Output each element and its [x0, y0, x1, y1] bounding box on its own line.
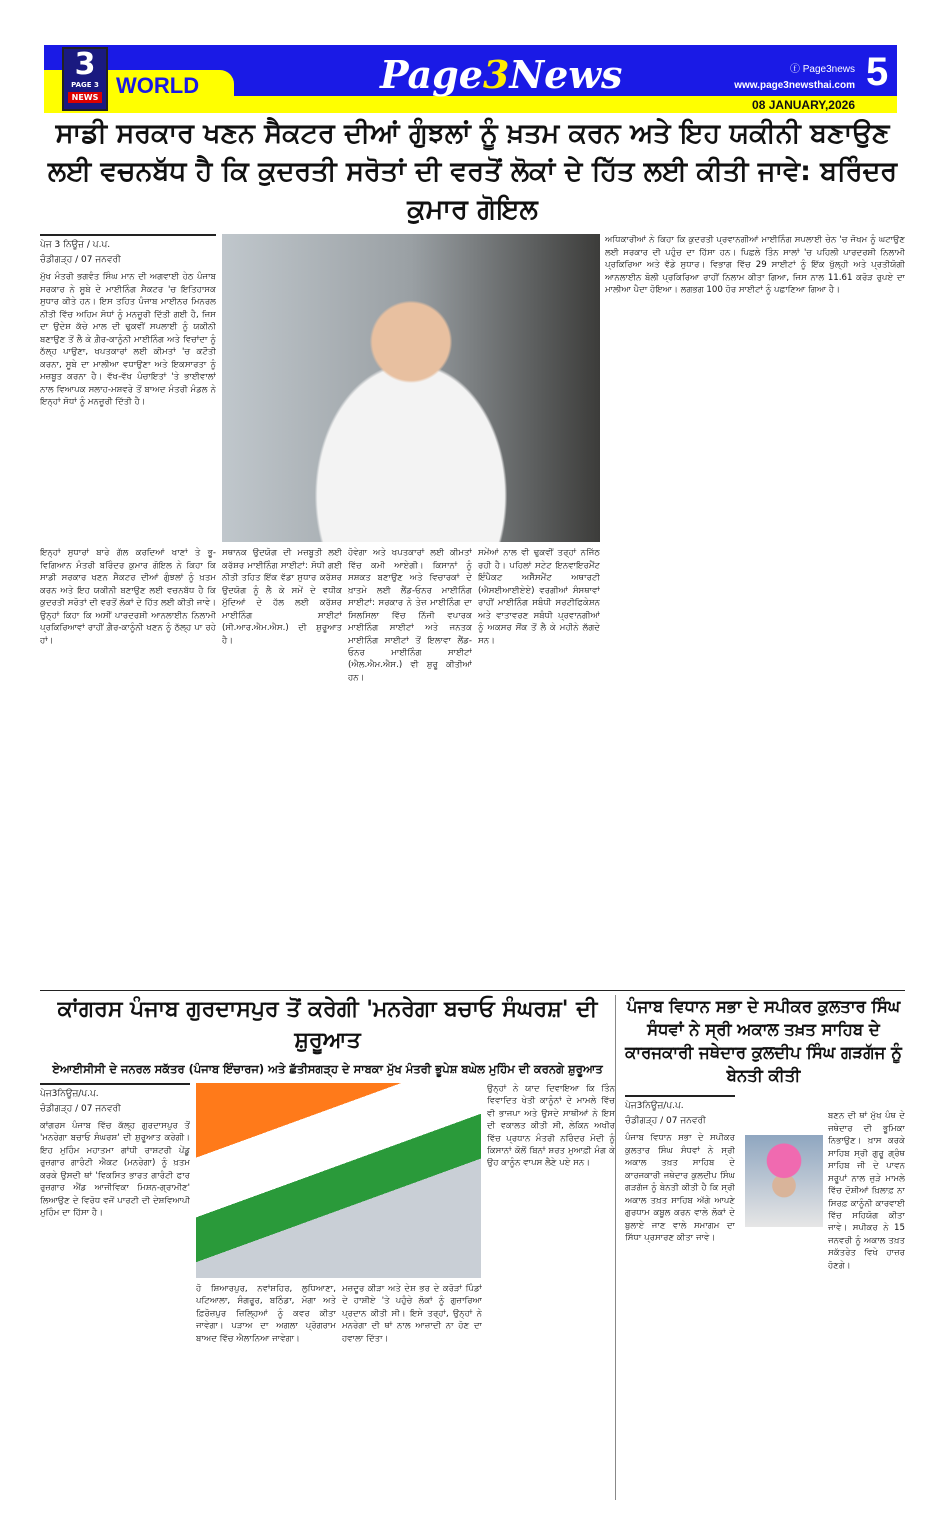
brand-part: News — [509, 52, 623, 97]
congress-paragraph: ਉਨ੍ਹਾਂ ਨੇ ਯਾਦ ਦਿਵਾਇਆ ਕਿ ਤਿੰਨ ਵਿਵਾਦਿਤ ਖੇਤੀ ਕਾਨੂੰਨਾਂ ਦੇ ਮਾਮਲੇ ਵਿੱਚ ਵੀ ਭਾਜਪਾ ਅਤੇ ਉਸਦੇ ਸਾਥੀਆਂ ਨੇ ਇਸ ਦੀ ਵਕਾਲਤ ਕੀਤੀ ਸੀ, ਲੇਕਿਨ ਅਖੀਰ ਵਿੱਚ ਪ੍ਰਧਾਨ ਮੰਤਰੀ ਨਰਿੰਦਰ ਮੋਦੀ ਨੂੰ ਕਿਸਾਨਾਂ ਕੋਲੋਂ ਬਿਨਾਂ ਸ਼ਰਤ ਮੁਆਫ਼ੀ ਮੰਗ ਕੇ ਉਹ ਕਾਨੂੰਨ ਵਾਪਸ ਲੈਣੇ ਪਏ ਸਨ। — [487, 1083, 615, 1169]
congress-headline: ਕਾਂਗਰਸ ਪੰਜਾਬ ਗੁਰਦਾਸਪੁਰ ਤੋਂ ਕਰੇਗੀ 'ਮਨਰੇਗਾ ਬਚਾਓ ਸੰਘਰਸ਼' ਦੀ ਸ਼ੁਰੂਆਤ — [57, 997, 598, 1053]
lead-paragraph: ਹੋਵੇਗਾ ਅਤੇ ਖਪਤਕਾਰਾਂ ਲਈ ਕੀਮਤਾਂ ਵਿੱਚ ਕਮੀ ਆਏਗੀ। ਕਿਸਾਨਾਂ ਨੂੰ ਸਸ਼ਕਤ ਬਣਾਉਣ ਅਤੇ ਵਿਚਾਰਕਾਂ ਦੇ ਖ਼ਾਤਮੇ ਲਈ ਲੈਂਡ-ਓਨਰ ਮਾਈਨਿੰਗ ਸਾਈਟਾਂ: ਸਰਕਾਰ ਨੇ ਤੇਜ਼ ਮਾਈਨਿੰਗ ਦਾ ਸਿਲਸਿਲਾ ਵਿੱਚ ਨਿੱਜੀ ਵਪਾਰਕ ਮਾਈਨਿੰਗ ਸਾਈਟਾਂ ਅਤੇ ਜਨਤਕ ਮਾਈਨਿੰਗ ਸਾਈਟਾਂ ਤੋਂ ਇਲਾਵਾ ਲੈਂਡ-ਓਨਰ ਮਾਈਨਿੰਗ ਸਾਈਟਾਂ (ਐਲ.ਐਮ.ਐਸ.) ਵੀ ਸ਼ੁਰੂ ਕੀਤੀਆਂ ਹਨ। — [348, 548, 472, 683]
vidhan-dateline: ਚੰਡੀਗੜ੍ਹ / 07 ਜਨਵਰੀ — [625, 1116, 706, 1127]
congress-column-3 — [342, 1283, 482, 1508]
lead-column-3 — [222, 547, 342, 997]
congress-subheadline: ਏਆਈਸੀਸੀ ਦੇ ਜਨਰਲ ਸਕੱਤਰ (ਪੰਜਾਬ ਇੰਚਾਰਜ) ਅਤੇ ਛੱਤੀਸਗੜ੍ਹ ਦੇ ਸਾਬਕਾ ਮੁੱਖ ਮੰਤਰੀ ਭੂਪੇਸ਼ ਬਘੇਲ ਮੁਹਿੰਮ ਦੀ ਕਰਨਗੇ ਸ਼ੁਰੂਆਤ — [52, 1061, 603, 1076]
brand-part: 3 — [482, 52, 510, 97]
lead-column-4 — [348, 547, 472, 997]
page3-logo — [62, 47, 108, 111]
congress-flags-photo — [196, 1083, 481, 1278]
vidhan-paragraph: ਬਣਨ ਦੀ ਥਾਂ ਮੁੱਖ ਪੰਥ ਦੇ ਜਥੇਦਾਰ ਦੀ ਭੂਮਿਕਾ ਨਿਭਾਉਣ। ਖ਼ਾਸ ਕਰਕੇ ਸਾਹਿਬ ਸ੍ਰੀ ਗੁਰੂ ਗ੍ਰੰਥ ਸਾਹਿਬ ਜੀ ਦੇ ਪਾਵਨ ਸਰੂਪਾਂ ਨਾਲ ਜੁੜੇ ਮਾਮਲੇ ਵਿੱਚ ਦੋਸ਼ੀਆਂ ਖ਼ਿਲਾਫ਼ ਨਾ ਸਿਰਫ਼ ਕਾਨੂੰਨੀ ਕਾਰਵਾਈ ਵਿੱਚ ਸਹਿਯੋਗ ਕੀਤਾ ਜਾਵੇ। ਸਪੀਕਰ ਨੇ 15 ਜਨਵਰੀ ਨੂੰ ਅਕਾਲ ਤਖ਼ਤ ਸਕੱਤਰੇਤ ਵਿਖੇ ਹਾਜ਼ਰ ਹੋਣਗੇ। — [828, 1111, 905, 1271]
logo-sub: PAGE 3 — [71, 81, 99, 89]
facebook-icon: ⓕ — [789, 64, 803, 75]
facebook-text: Page3news — [802, 64, 855, 75]
congress-column-1 — [40, 1083, 190, 1508]
congress-column-4 — [487, 1083, 615, 1508]
brand-part: Page — [380, 52, 483, 97]
congress-column-2 — [196, 1283, 336, 1508]
lead-column-5 — [478, 547, 600, 997]
page-number: 5 — [866, 50, 889, 94]
congress-source: ਪੇਜ3ਨਿਊਜ਼/ਪ.ਪ. — [40, 1083, 190, 1101]
lead-column-1 — [40, 234, 216, 542]
website-url[interactable]: www.page3newsthai.com — [734, 80, 855, 91]
lead-paragraph: ਮੁੱਖ ਮੰਤਰੀ ਭਗਵੰਤ ਸਿੰਘ ਮਾਨ ਦੀ ਅਗਵਾਈ ਹੇਠ ਪੰਜਾਬ ਸਰਕਾਰ ਨੇ ਸੂਬੇ ਦੇ ਮਾਈਨਿੰਗ ਸੈਕਟਰ 'ਚ ਇਤਿਹਾਸਕ ਸੁਧਾਰ ਕੀਤੇ ਹਨ। ਇਸ ਤਹਿਤ ਪੰਜਾਬ ਮਾਈਨਰ ਮਿਨਰਲ ਨੀਤੀ ਵਿੱਚ ਅਹਿਮ ਸੋਧਾਂ ਨੂੰ ਮਨਜ਼ੂਰੀ ਦਿੱਤੀ ਗਈ ਹੈ, ਜਿਸ ਦਾ ਉਦੇਸ਼ ਕੱਚੇ ਮਾਲ ਦੀ ਢੁਕਵੀਂ ਸਪਲਾਈ ਨੂੰ ਯਕੀਨੀ ਬਣਾਉਣ ਤੋਂ ਲੈ ਕੇ ਗ਼ੈਰ-ਕਾਨੂੰਨੀ ਮਾਈਨਿੰਗ ਅਤੇ ਵਿਚਾਂਦਾ ਨੂੰ ਠੱਲ੍ਹ ਪਾਉਣਾ, ਖਪਤਕਾਰਾਂ ਲਈ ਕੀਮਤਾਂ 'ਚ ਕਟੌਤੀ ਕਰਨਾ, ਸੂਬੇ ਦਾ ਮਾਲੀਆ ਵਧਾਉਣਾ ਅਤੇ ਇਕਸਾਰਤਾ ਨੂੰ ਮਜ਼ਬੂਤ ਕਰਨਾ ਹੈ। ਵੱਖ-ਵੱਖ ਪੰਚਾਇਤਾਂ 'ਤੇ ਭਾਈਵਾਲਾਂ ਨਾਲ ਵਿਆਪਕ ਸਲਾਹ-ਮਸ਼ਵਰੇ ਤੋਂ ਬਾਅਦ ਮੰਤਰੀ ਮੰਡਲ ਨੇ ਇਨ੍ਹਾਂ ਸੋਧਾਂ ਨੂੰ ਮਨਜ਼ੂਰੀ ਦਿੱਤੀ ਹੈ। — [40, 272, 216, 408]
lead-column-right — [605, 234, 905, 997]
newspaper-brand — [380, 52, 622, 97]
lead-source: ਪੇਜ 3 ਨਿਊਜ਼ / ਪ.ਪ. — [40, 234, 216, 252]
section-label: WORLD — [116, 73, 200, 98]
logo-badge: NEWS — [68, 92, 102, 103]
facebook-handle — [760, 64, 855, 76]
lead-paragraph: ਸਮੇਂਆਂ ਨਾਲ ਵੀ ਢੁਕਵੀਂ ਤਰ੍ਹਾਂ ਨਜਿੱਠ ਰਹੀ ਹੈ। ਪਹਿਲਾਂ ਸਟੇਟ ਇਨਵਾਇਰਮੈਂਟ ਇੰਪੈਕਟ ਅਸੈੱਸਮੈਂਟ ਅਥਾਰਟੀ (ਐਸਈਆਈਏਏ) ਵਰਗੀਆਂ ਸੰਸਥਾਵਾਂ ਰਾਹੀਂ ਮਾਈਨਿੰਗ ਸਬੰਧੀ ਸਰਟੀਫਿਕੇਸ਼ਨ ਅਤੇ ਵਾਤਾਵਰਣ ਸਬੰਧੀ ਪ੍ਰਵਾਨਗੀਆਂ ਨੂੰ ਅਕਸਰ ਸੌਂਕ ਤੋਂ ਲੈ ਕੇ ਮਹੀਨੇ ਲੱਗਦੇ ਸਨ। — [478, 548, 600, 646]
congress-dateline: ਚੰਡੀਗੜ੍ਹ / 07 ਜਨਵਰੀ — [40, 1103, 121, 1114]
congress-paragraph: ਮਜ਼ਦੂਰ ਕੀੜਾ ਅਤੇ ਦੇਸ਼ ਭਰ ਦੇ ਕਰੋੜਾਂ ਪਿੰਡਾਂ ਦੇ ਹਾਸ਼ੀਏ 'ਤੇ ਪਹੁੰਚੇ ਲੋਕਾਂ ਨੂੰ ਗੁਜ਼ਾਰਿਆ ਪ੍ਰਦਾਨ ਕੀਤੀ ਸੀ। ਇਸੇ ਤਰ੍ਹਾਂ, ਉਨ੍ਹਾਂ ਨੇ ਮਨਰੇਗਾ ਦੀ ਥਾਂ ਨਾਲ ਆਜ਼ਾਦੀ ਨਾ ਹੋਣ ਦਾ ਹਵਾਲਾ ਦਿੱਤਾ। — [342, 1283, 482, 1344]
vidhan-paragraph: ਪੰਜਾਬ ਵਿਧਾਨ ਸਭਾ ਦੇ ਸਪੀਕਰ ਕੁਲਤਾਰ ਸਿੰਘ ਸੰਧਵਾਂ ਨੇ ਸ੍ਰੀ ਅਕਾਲ ਤਖ਼ਤ ਸਾਹਿਬ ਦੇ ਕਾਰਜਕਾਰੀ ਜਥੇਦਾਰ ਕੁਲਦੀਪ ਸਿੰਘ ਗੜਗੱਜ ਨੂੰ ਬੇਨਤੀ ਕੀਤੀ ਹੈ ਕਿ ਸ੍ਰੀ ਅਕਾਲ ਤਖ਼ਤ ਸਾਹਿਬ ਅੱਗੇ ਆਪਣੇ ਗੁਰਧਾਮ ਕਬੂਲ ਕਰਨ ਵਾਲੇ ਲੋਕਾਂ ਦੇ ਬੁਲਾਏ ਜਾਣ ਵਾਲੇ ਸਮਾਗਮ ਦਾ ਸਿੱਧਾ ਪ੍ਰਸਾਰਣ ਕੀਤਾ ਜਾਵੇ। — [625, 1133, 735, 1244]
vidhan-headline: ਪੰਜਾਬ ਵਿਧਾਨ ਸਭਾ ਦੇ ਸਪੀਕਰ ਕੁਲਤਾਰ ਸਿੰਘ ਸੰਧਵਾਂ ਨੇ ਸ੍ਰੀ ਅਕਾਲ ਤਖ਼ਤ ਸਾਹਿਬ ਦੇ ਕਾਰਜਕਾਰੀ ਜਥੇਦਾਰ ਕੁਲਦੀਪ ਸਿੰਘ ਗੜਗੱਜ ਨੂੰ ਬੇਨਤੀ ਕੀਤੀ — [625, 997, 902, 1086]
lead-paragraph: ਇਨ੍ਹਾਂ ਸੁਧਾਰਾਂ ਬਾਰੇ ਗੱਲ ਕਰਦਿਆਂ ਖਾਣਾਂ ਤੇ ਭੂ-ਵਿਗਿਆਨ ਮੰਤਰੀ ਬਰਿੰਦਰ ਕੁਮਾਰ ਗੋਇਲ ਨੇ ਕਿਹਾ ਕਿ ਸਾਡੀ ਸਰਕਾਰ ਖਣਨ ਸੈਕਟਰ ਦੀਆਂ ਗੁੰਝਲਾਂ ਨੂੰ ਖ਼ਤਮ ਕਰਨ ਅਤੇ ਇਹ ਯਕੀਨੀ ਬਣਾਉਣ ਲਈ ਵਚਨਬੱਧ ਹੈ ਕਿ ਕੁਦਰਤੀ ਸਰੋਤਾਂ ਦੀ ਵਰਤੋਂ ਲੋਕਾਂ ਦੇ ਹਿੱਤ ਲਈ ਕੀਤੀ ਜਾਵੇ। ਉਨ੍ਹਾਂ ਕਿਹਾ ਕਿ ਅਸੀਂ ਪਾਰਦਰਸ਼ੀ ਆਨਲਾਈਨ ਨਿਲਾਮੀ ਪ੍ਰਕਿਰਿਆਵਾਂ ਰਾਹੀਂ ਗ਼ੈਰ-ਕਾਨੂੰਨੀ ਖਣਨ ਨੂੰ ਠੱਲ੍ਹ ਪਾ ਰਹੇ ਹਾਂ। — [40, 548, 216, 646]
lead-story — [40, 115, 905, 997]
section-divider — [40, 990, 905, 991]
lead-paragraph: ਅਧਿਕਾਰੀਆਂ ਨੇ ਕਿਹਾ ਕਿ ਕੁਦਰਤੀ ਪ੍ਰਵਾਨਗੀਆਂ ਮਾਈਨਿੰਗ ਸਪਲਾਈ ਚੇਨ 'ਚ ਜੋਖਮ ਨੂੰ ਘਟਾਉਣ ਲਈ ਸਰਕਾਰ ਦੀ ਪਹੁੰਚ ਦਾ ਹਿੱਸਾ ਹਨ। ਪਿਛਲੇ ਤਿੰਨ ਸਾਲਾਂ 'ਚ ਪਹਿਲੀ ਪਾਰਦਰਸ਼ੀ ਨਿਲਾਮੀ ਪ੍ਰਕਿਰਿਆ ਅਤੇ ਵੱਡੇ ਸੁਧਾਰ। ਵਿਭਾਗ ਵਿੱਚ 29 ਸਾਈਟਾਂ ਨੂੰ ਇੱਕ ਖੁੱਲ੍ਹੀ ਅਤੇ ਪ੍ਰਤੀਯੋਗੀ ਆਨਲਾਈਨ ਬੋਲੀ ਪ੍ਰਕਿਰਿਆ ਰਾਹੀਂ ਨਿਲਾਮ ਕੀਤਾ ਗਿਆ, ਜਿਸ ਨਾਲ 11.61 ਕਰੋੜ ਰੁਪਏ ਦਾ ਮਾਲੀਆ ਪੈਦਾ ਹੋਇਆ। ਲਗਭਗ 100 ਹੋਰ ਸਾਈਟਾਂ ਨੂੰ ਪਛਾਣਿਆ ਗਿਆ ਹੈ। — [605, 235, 905, 296]
lead-dateline: ਚੰਡੀਗੜ੍ਹ / 07 ਜਨਵਰੀ — [40, 255, 121, 266]
logo-number: 3 — [74, 47, 96, 82]
vidhan-body — [622, 1095, 905, 1515]
congress-body — [40, 1083, 615, 1508]
congress-paragraph: ਹੋ ਸ਼ਿਆਰਪੁਰ, ਨਵਾਂਸ਼ਹਿਰ, ਲੁਧਿਆਣਾ, ਪਟਿਆਲਾ, ਸੰਗਰੂਰ, ਬਠਿੰਡਾ, ਮੋਗਾ ਅਤੇ ਫ਼ਿਰੋਜ਼ਪੁਰ ਜ਼ਿਲ੍ਹਿਆਂ ਨੂੰ ਕਵਰ ਕੀਤਾ ਜਾਵੇਗਾ। ਪੜਾਅ ਦਾ ਅਗਲਾ ਪ੍ਰੋਗਰਾਮ ਬਾਅਦ ਵਿੱਚ ਐਲਾਨਿਆ ਜਾਵੇਗਾ। — [196, 1283, 336, 1344]
lead-column-2 — [40, 547, 216, 997]
vidhan-source: ਪੇਜ3ਨਿਊਜ਼/ਪ.ਪ. — [625, 1095, 735, 1113]
congress-paragraph: ਕਾਂਗਰਸ ਪੰਜਾਬ ਵਿੱਚ ਕੱਲ੍ਹ ਗੁਰਦਾਸਪੁਰ ਤੋਂ 'ਮਨਰੇਗਾ ਬਚਾਓ ਸੰਘਰਸ਼' ਦੀ ਸ਼ੁਰੂਆਤ ਕਰੇਗੀ। ਇਹ ਮੁਹਿੰਮ ਮਹਾਤਮਾ ਗਾਂਧੀ ਰਾਸ਼ਟਰੀ ਪੇਂਡੂ ਰੁਜ਼ਗਾਰ ਗਾਰੰਟੀ ਐਕਟ (ਮਨਰੇਗਾ) ਨੂੰ ਖ਼ਤਮ ਕਰਕੇ ਉਸਦੀ ਥਾਂ 'ਵਿਕਸਿਤ ਭਾਰਤ ਗਾਰੰਟੀ ਫਾਰ ਰੁਜ਼ਗਾਰ ਐਂਡ ਆਜੀਵਿਕਾ ਮਿਸ਼ਨ-ਗ੍ਰਾਮੀਣ' ਲਿਆਉਣ ਦੇ ਵਿਰੋਧ ਵਜੋਂ ਪਾਰਟੀ ਦੀ ਦੇਸ਼ਵਿਆਪੀ ਮੁਹਿੰਮ ਦਾ ਹਿੱਸਾ ਹੈ। — [40, 1120, 190, 1218]
jathedar-portrait — [745, 1135, 823, 1227]
lead-photo-minister — [222, 234, 600, 542]
congress-story — [40, 995, 615, 1508]
vidhan-column-2 — [828, 1110, 905, 1515]
lead-paragraph: ਸਥਾਨਕ ਉਦਯੋਗ ਦੀ ਮਜ਼ਬੂਤੀ ਲਈ ਕਰੱਸ਼ਰ ਮਾਈਨਿੰਗ ਸਾਈਟਾਂ: ਸੋਧੀ ਗਈ ਨੀਤੀ ਤਹਿਤ ਇੱਕ ਵੱਡਾ ਸੁਧਾਰ ਕਰੱਸ਼ਰ ਉਦਯੋਗ ਨੂੰ ਲੈ ਕੇ ਸਮੇਂ ਦੇ ਵਧੀਕ ਮੁੱਦਿਆਂ ਦੇ ਹੱਲ ਲਈ ਕਰੱਸ਼ਰ ਮਾਈਨਿੰਗ ਸਾਈਟਾਂ (ਸੀ.ਆਰ.ਐਮ.ਐਸ.) ਦੀ ਸ਼ੁਰੂਆਤ ਹੈ। — [222, 548, 342, 646]
lead-headline: ਸਾਡੀ ਸਰਕਾਰ ਖਣਨ ਸੈਕਟਰ ਦੀਆਂ ਗੁੰਝਲਾਂ ਨੂੰ ਖ਼ਤਮ ਕਰਨ ਅਤੇ ਇਹ ਯਕੀਨੀ ਬਣਾਉਣ ਲਈ ਵਚਨਬੱਧ ਹੈ ਕਿ ਕੁਦਰਤੀ ਸਰੋਤਾਂ ਦੀ ਵਰਤੋਂ ਲੋਕਾਂ ਦੇ ਹਿੱਤ ਲਈ ਕੀਤੀ ਜਾਵੇ: ਬਰਿੰਦਰ ਕੁਮਾਰ ਗੋਇਲ — [47, 118, 898, 225]
vidhan-column-1 — [625, 1095, 735, 1515]
issue-date: 08 JANUARY,2026 — [752, 98, 855, 112]
lead-body — [40, 234, 905, 997]
column-divider — [615, 995, 616, 1500]
vidhan-story — [622, 995, 905, 1515]
